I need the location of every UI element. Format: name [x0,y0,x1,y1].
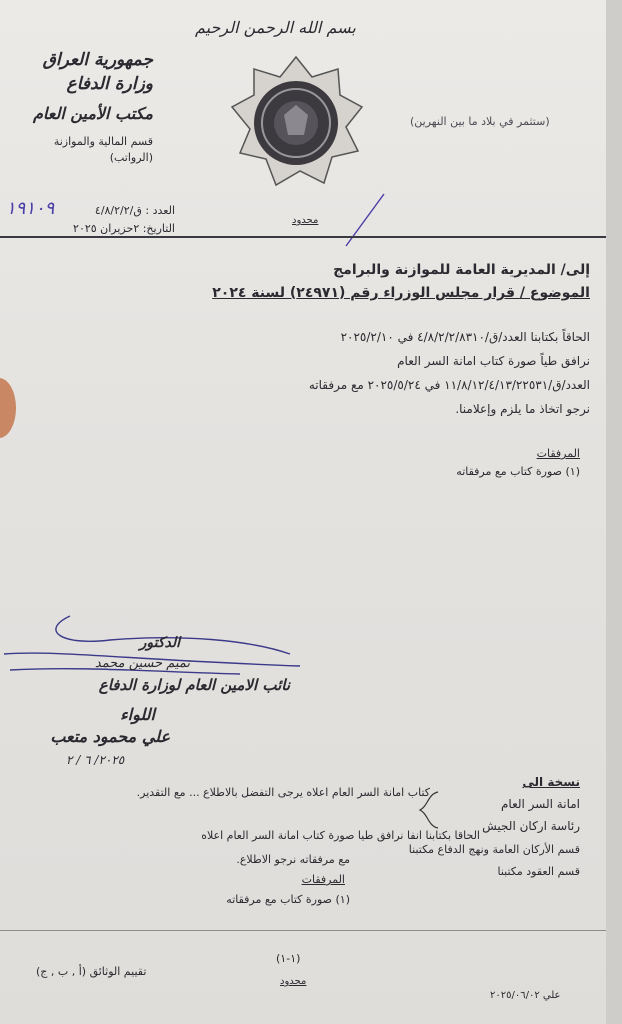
motto: (ستثمر في بلاد ما بين النهرين) [410,115,550,128]
body-line-4: نرجو اتخاذ ما يلزم وإعلامنا. [455,402,590,416]
general-name: علي محمود متعب [50,727,170,746]
page-edge [606,0,622,1024]
emblem-seal-icon [228,55,364,191]
doctor-name: تميم حسين محمد [94,656,190,671]
attachments-item: (١) صورة كتاب مع مرفقاته [456,465,580,478]
classification-bottom: محدود [280,976,307,987]
copies-attachments-item: (١) صورة كتاب مع مرفقاته [226,893,350,906]
copy-item-4: قسم العقود مكتبنا [497,865,580,878]
copies-attachments-title: المرفقات [301,873,345,886]
signature-date: ٢٠٢٥/ ٦ / ٢ [66,753,125,767]
finger-shadow [0,378,16,438]
classification-top: محدود [292,215,319,226]
body-line-3: العدد/ق/١١/٨/١٢/٤/١٣/٢٢٥٣١ في ٢٠٢٥/٥/٢٤ مع مرفقاته [308,378,590,392]
copies-note-bottom: مع مرفقاته نرجو الاطلاع. [236,853,350,866]
subject-line: الموضوع / قرار مجلس الوزراء رقم (٢٤٩٧١) لسنة ٢٠٢٤ [212,285,590,301]
section-name: (الرواتب) [109,151,153,164]
copies-brace [410,790,442,830]
copy-item-3: قسم الأركان العامة ونهج الدفاع مكتبنا [408,843,580,856]
doctor-title: الدكتور [139,635,180,651]
footer-divider [0,930,606,931]
copies-note-top: كتاب امانة السر العام اعلاه يرجى التفضل بالاطلاع ... مع التقدير. [136,786,430,799]
document-rating: تقييم الوثائق (أ , ب , ج) [36,965,147,978]
document-number: العدد : ق/٤/٨/٢/٢ [94,204,175,217]
pen-mark [336,190,396,250]
typist-stamp: علي ٢٠٢٥/٠٦/٠٢ [490,990,561,1001]
department-name: قسم المالية والموازنة [53,135,153,148]
rank: اللواء [120,705,155,724]
ministry-name: وزارة الدفاع [66,74,153,94]
handwritten-number: ١٩١٠٩ [6,198,55,219]
body-line-1: الحاقاً بكتابنا العدد/ق/٤/٨/٢/٢/٨٣١٠ في ٢٠٢٥/٢/١٠ [340,330,590,344]
republic-name: جمهورية العراق [42,50,153,70]
attachments-title: المرفقات [536,447,580,460]
basmala: بسم الله الرحمن الرحيم [195,18,356,37]
doctor-role: نائب الامين العام لوزارة الدفاع [98,676,290,694]
header-divider [0,236,606,238]
body-line-2: نرافق طياً صورة كتاب امانة السر العام [397,354,590,368]
copies-title: نسخة الى [522,775,580,789]
document-date: التاريخ: ٢حزيران ٢٠٢٥ [73,222,175,235]
copy-item-2: رئاسة اركان الجيش [482,819,580,833]
office-name: مكتب الأمين العام [32,104,153,123]
recipient: إلى/ المديرية العامة للموازنة والبرامج [333,262,590,278]
page-number: (١-١) [276,952,301,965]
copies-note-mid: الحاقا بكتابنا انفا نرافق طيا صورة كتاب امانة السر العام اعلاه [201,829,480,842]
copy-item-1: امانة السر العام [500,797,580,811]
